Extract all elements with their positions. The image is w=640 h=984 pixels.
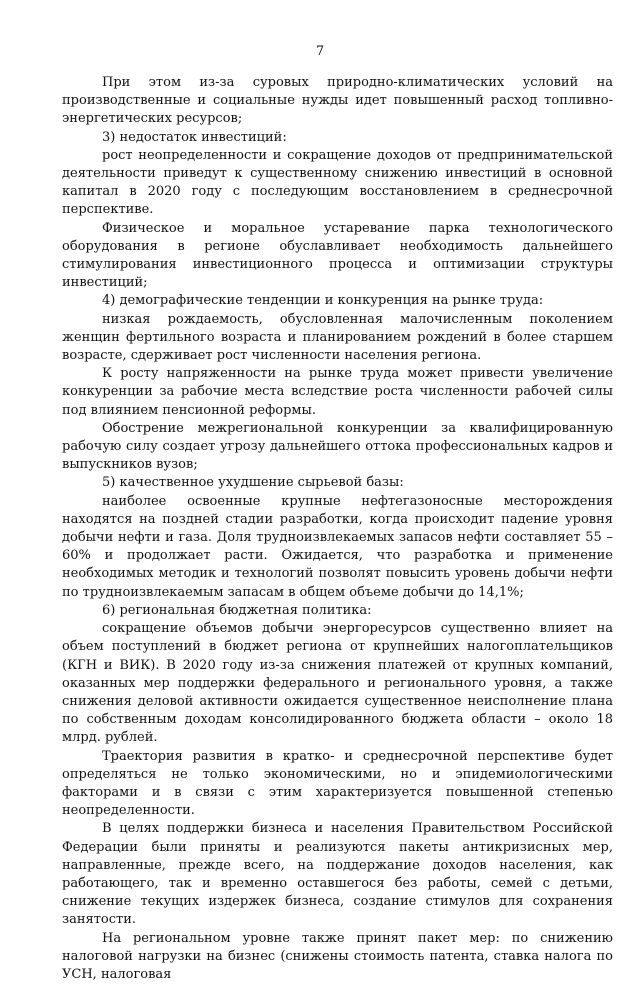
paragraph-6: низкая рождаемость, обусловленная малочисленным поколением женщин фертильного возраста и планированием рождений в более старшем возрасте, сдерживает рост численности населения региона. — [62, 311, 613, 364]
document-body — [62, 74, 613, 984]
paragraph-1: При этом из-за суровых природно-климатических условий на производственные и социальные нужды идет повышенный расход топливно-энергетических ресурсов; — [62, 75, 613, 127]
paragraph-15: На региональном уровне также принят пакет мер: по снижению налоговой нагрузки на бизнес (снижены стоимость патента, ставка налога по УСН, налоговая — [62, 930, 613, 982]
paragraph-11: 6) региональная бюджетная политика: — [102, 602, 372, 618]
page-number: 7 — [315, 44, 325, 59]
paragraph-14: В целях поддержки бизнеса и населения Правительством Российской Федерации были приняты и реализуются пакеты антикризисных мер, направленные, прежде всего, на поддержание доходов населения, как работающего, так и временно оставшегося без работы, семей с детьми, снижение текущих издержек бизнеса, создание стимулов для сохранения занятости. — [62, 821, 613, 928]
paragraph-5: 4) демографические тенденции и конкуренция на рынке труда: — [102, 293, 544, 309]
paragraph-7: К росту напряженности на рынке труда может привести увеличение конкуренции за рабочие места вследствие роста численности рабочей силы под влиянием пенсионной реформы. — [62, 366, 613, 418]
paragraph-13: Траектория развития в кратко- и среднесрочной перспективе будет определяться не только экономическими, но и эпидемиологическими факторами и в связи с этим характеризуется повышенной степенью неопределенности. — [62, 748, 613, 819]
paragraph-2: 3) недостаток инвестиций: — [102, 129, 287, 145]
paragraph-9: 5) качественное ухудшение сырьевой базы: — [102, 475, 404, 491]
paragraph-4: Физическое и моральное устаревание парка технологического оборудования в регионе обуславливает необходимость дальнейшего стимулирования инвестиционного процесса и оптимизации структуры инвестиций; — [62, 220, 613, 291]
paragraph-8: Обострение межрегиональной конкуренции за квалифицированную рабочую силу создает угрозу дальнейшего оттока профессиональных кадров и выпускников вузов; — [62, 420, 613, 473]
paragraph-10: наиболее освоенные крупные нефтегазоносные месторождения находятся на поздней стадии разработки, когда происходит падение уровня добычи нефти и газа. Доля трудноизвлекаемых запасов нефти составляет 55 – 60% и продолжает расти. Ожидается, что разработка и применение необходимых методик и технологий позволят повысить уровень добычи нефти по трудноизвлекаемым запасам в общем объеме добычи до 14,1%; — [62, 493, 613, 600]
paragraph-3: рост неопределенности и сокращение доходов от предпринимательской деятельности приведут к существенному снижению инвестиций в основной капитал в 2020 году с последующим восстановлением в среднесрочной перспективе. — [62, 147, 613, 218]
paragraph-12: сокращение объемов добычи энергоресурсов существенно влияет на объем поступлений в бюджет региона от крупнейших налогоплательщиков (КГН и ВИК). В 2020 году из-за снижения платежей от крупных компаний, оказанных мер поддержки федерального и регионального уровня, а также снижения деловой активности ожидается существенное неисполнение плана по собственным доходам консолидированного бюджета области – около 18 млрд. рублей. — [62, 621, 613, 746]
